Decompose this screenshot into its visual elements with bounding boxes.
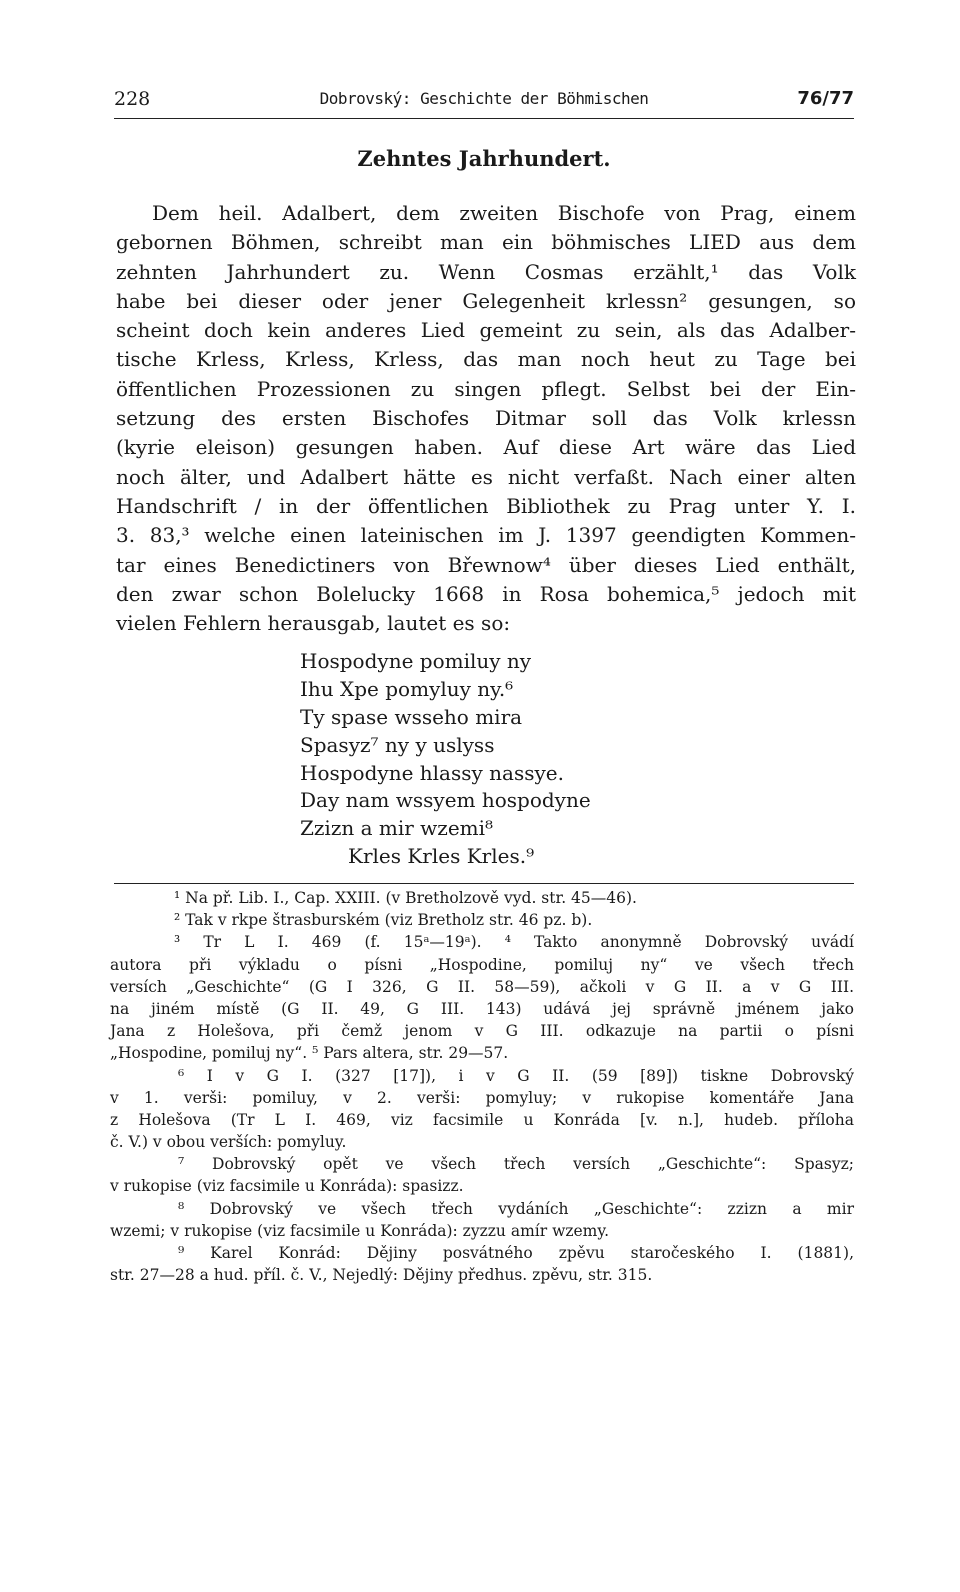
verse-line: Hospodyne pomiluy ny: [300, 649, 532, 673]
running-header: [114, 86, 854, 116]
page-range: 76/77: [797, 88, 854, 109]
body-line: tar eines Benedictiners von Břewnow⁴ über dieses Lied enthält,: [116, 552, 856, 577]
footnote-line: versích „Geschichte“ (G I 326, G II. 58—59), ačkoli v G II. a v G III.: [110, 977, 854, 996]
footnotes: [110, 887, 854, 1286]
footnote-line: ⁸ Dobrovský ve všech třech vydáních „Geschichte“: zzizn a mir: [178, 1199, 854, 1218]
body-line: setzung des ersten Bischofes Ditmar soll das Volk krlessn: [116, 406, 856, 431]
running-title: Dobrovský: Geschichte der Böhmischen: [319, 89, 649, 108]
body-line: tische Krless, Krless, Krless, das man noch heut zu Tage bei: [116, 347, 856, 372]
body-line: Dem heil. Adalbert, dem zweiten Bischofe von Prag, einem: [152, 201, 856, 225]
footnote-line: č. V.) v obou verších: pomyluy.: [110, 1133, 347, 1152]
footnote-line: ² Tak v rkpe štrasburském (viz Bretholz str. 46 pz. b).: [174, 911, 593, 930]
footnote-line: wzemi; v rukopise (viz facsimile u Konráda): zyzzu amír wzemy.: [110, 1221, 610, 1240]
chapter-title: Zehntes Jahrhundert.: [357, 146, 611, 171]
verse-line: Ty spase wsseho mira: [300, 704, 523, 729]
footnote-line: v rukopise (viz facsimile u Konráda): spasizz.: [110, 1177, 464, 1196]
verse-line: Hospodyne hlassy nassye.: [300, 760, 564, 785]
body-line: öffentlichen Prozessionen zu singen pflegt. Selbst bei der Ein-: [116, 376, 856, 401]
footnote-rule: [114, 883, 854, 884]
footnote-line: ¹ Na př. Lib. I., Cap. XXIII. (v Bretholzově vyd. str. 45—46).: [174, 889, 637, 907]
body-line: vielen Fehlern herausgab, lautet es so:: [116, 611, 511, 636]
verse-line: Ihu Xpe pomyluy ny.⁶: [300, 676, 514, 701]
footnote-line: na jiném místě (G II. 49, G III. 143) udává jej správně jménem jako: [110, 999, 854, 1018]
verse-line: Krles Krles Krles.⁹: [348, 844, 535, 869]
verse-line: Zzizn a mir wzemi⁸: [300, 816, 494, 841]
footnote-line: autora při výkladu o písni „Hospodine, pomiluj ny“ ve všech třech: [110, 955, 854, 974]
footnote-line: Jana z Holešova, při čemž jenom v G III. odkazuje na partii o písni: [110, 1022, 854, 1041]
body-line: Handschrift / in der öffentlichen Bibliothek zu Prag unter Y. I.: [116, 493, 856, 518]
body-line: gebornen Böhmen, schreibt man ein böhmisches LIED aus dem: [116, 230, 856, 255]
footnote-line: v 1. verši: pomiluy, v 2. verši: pomyluy; v rukopise komentáře Jana: [110, 1088, 854, 1107]
footnote-line: „Hospodine, pomiluj ny“. ⁵ Pars altera, str. 29—57.: [110, 1044, 509, 1063]
footnote-line: ⁶ I v G I. (327 [17]), i v G II. (59 [89]) tiskne Dobrovský: [178, 1066, 854, 1085]
footnote-line: str. 27—28 a hud. příl. č. V., Nejedlý: Dějiny předhus. zpěvu, str. 315.: [110, 1266, 653, 1285]
verse-line: Day nam wssyem hospodyne: [300, 788, 591, 813]
verse-line: Spasyz⁷ ny y uslyss: [300, 732, 495, 757]
body-line: scheint doch kein anderes Lied gemeint zu sein, als das Adalber-: [116, 318, 856, 343]
footnote-line: z Holešova (Tr L I. 469, viz facsimile u Konráda [v. n.], hudeb. příloha: [110, 1110, 854, 1129]
footnote-line: ⁷ Dobrovský opět ve všech třech versích „Geschichte“: Spasyz;: [178, 1155, 854, 1174]
body-line: noch älter, und Adalbert hätte es nicht verfaßt. Nach einer alten: [116, 464, 856, 489]
body-text: [116, 199, 856, 638]
page-number: 228: [114, 88, 151, 110]
footnote-line: ³ Tr L I. 469 (f. 15ᵃ—19ᵃ). ⁴ Takto anonymně Dobrovský uvádí: [174, 933, 854, 952]
body-line: zehnten Jahrhundert zu. Wenn Cosmas erzählt,¹ das Volk: [116, 259, 856, 284]
body-line: den zwar schon Bolelucky 1668 in Rosa bohemica,⁵ jedoch mit: [116, 581, 856, 606]
header-rule: [114, 118, 854, 119]
body-line: habe bei dieser oder jener Gelegenheit krlessn² gesungen, so: [116, 288, 856, 313]
body-line: 3. 83,³ welche einen lateinischen im J. 1397 geendigten Kommen-: [116, 523, 856, 548]
body-line: (kyrie eleison) gesungen haben. Auf diese Art wäre das Lied: [116, 435, 856, 460]
hymn-verse: [300, 648, 800, 871]
footnote-line: ⁹ Karel Konrád: Dějiny posvátného zpěvu staročeského I. (1881),: [178, 1244, 854, 1262]
